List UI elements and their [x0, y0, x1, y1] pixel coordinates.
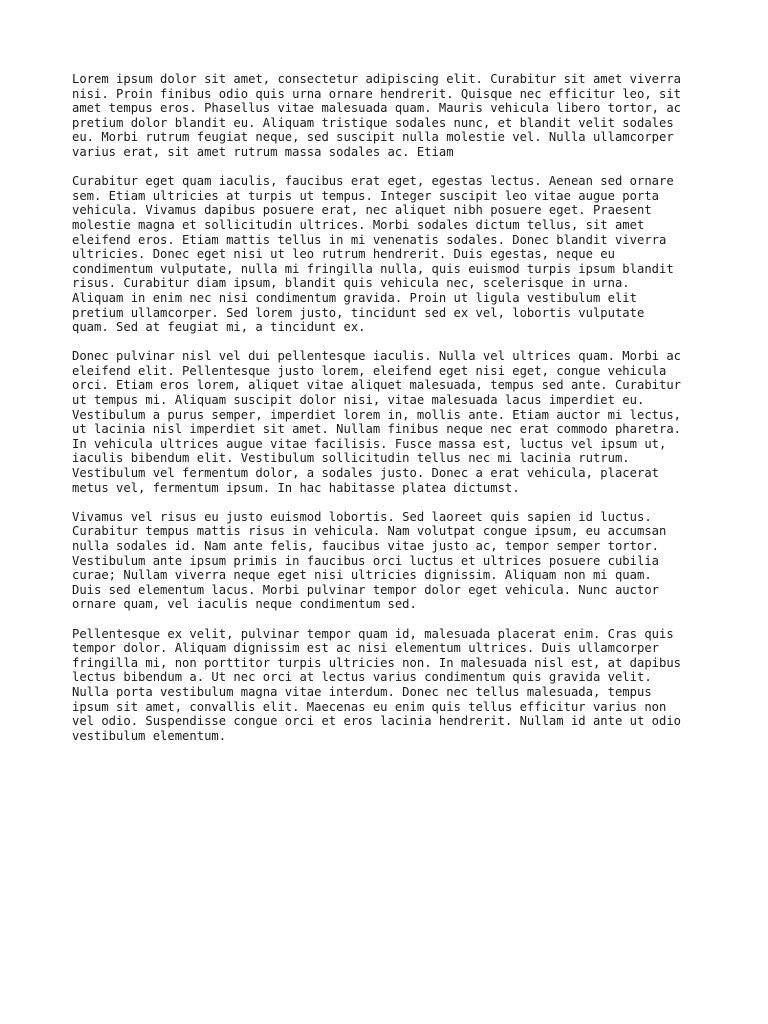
paragraph-1: Lorem ipsum dolor sit amet, consectetur adipiscing elit. Curabitur sit amet viverra nisi. Proin finibus odio quis urna ornare hendrerit. Quisque nec efficitur leo, sit amet tempus eros. Phasellus vitae malesuada quam. Mauris vehicula libero tortor, ac pretium dolor blandit eu. Aliquam tristique sodales nunc, et blandit velit sodales eu. Morbi rutrum feugiat neque, sed suscipit nulla molestie vel. Nulla ullamcorper varius erat, sit amet rutrum massa sodales ac. Etiam	[72, 72, 682, 159]
paragraph-4: Vivamus vel risus eu justo euismod lobortis. Sed laoreet quis sapien id luctus. Curabitur tempus mattis risus in vehicula. Nam volutpat congue ipsum, eu accumsan nulla sodales id. Nam ante felis, faucibus vitae justo ac, tempor semper tortor. Vestibulum ante ipsum primis in faucibus orci luctus et ultrices posuere cubilia curae; Nullam viverra neque eget nisi ultricies dignissim. Aliquam non mi quam. Duis sed elementum lacus. Morbi pulvinar tempor dolor eget vehicula. Nunc auctor ornare quam, vel iaculis neque condimentum sed.	[72, 509, 667, 612]
paragraph-5: Pellentesque ex velit, pulvinar tempor quam id, malesuada placerat enim. Cras quis tempor dolor. Aliquam dignissim est ac nisi elementum ultrices. Duis ullamcorper fringilla mi, non porttitor turpis ultricies non. In malesuada nisl est, at dapibus lectus bibendum a. Ut nec orci at lectus varius condimentum quis gravida velit. Nulla porta vestibulum magna vitae interdum. Donec nec tellus malesuada, tempus ipsum sit amet, convallis elit. Maecenas eu enim quis tellus efficitur varius non vel odio. Suspendisse congue orci et eros lacinia hendrerit. Nullam id ante ut odio vestibulum elementum.	[72, 626, 682, 743]
paragraph-2: Curabitur eget quam iaculis, faucibus erat eget, egestas lectus. Aenean sed ornare sem. Etiam ultricies at turpis ut tempus. Integer suscipit leo vitae augue porta vehicula. Vivamus dapibus posuere erat, nec aliquet nibh posuere eget. Praesent molestie magna et sollicitudin ultrices. Morbi sodales dictum tellus, sit amet eleifend eros. Etiam mattis tellus in mi venenatis sodales. Donec blandit viverra ultricies. Donec eget nisi ut leo rutrum hendrerit. Duis egestas, neque eu condimentum vulputate, nulla mi fringilla nulla, quis euismod turpis ipsum blandit risus. Curabitur diam ipsum, blandit quis vehicula nec, scelerisque in urna. Aliquam in enim nec nisi condimentum gravida. Proin ut ligula vestibulum elit pretium ullamcorper. Sed lorem justo, tincidunt sed ex vel, lobortis vulputate quam. Sed at feugiat mi, a tincidunt ex.	[72, 174, 674, 335]
document-page	[72, 72, 702, 758]
paragraph-3: Donec pulvinar nisl vel dui pellentesque iaculis. Nulla vel ultrices quam. Morbi ac eleifend elit. Pellentesque justo lorem, eleifend eget nisi eget, congue vehicula orci. Etiam eros lorem, aliquet vitae aliquet malesuada, tempus sed ante. Curabitur ut tempus mi. Aliquam suscipit dolor nisi, vitae malesuada lacus imperdiet eu. Vestibulum a purus semper, imperdiet lorem in, mollis ante. Etiam auctor mi lectus, ut lacinia nisl imperdiet sit amet. Nullam finibus neque nec erat commodo pharetra. In vehicula ultrices augue vitae facilisis. Fusce massa est, luctus vel ipsum ut, iaculis bibendum elit. Vestibulum sollicitudin tellus nec mi lacinia rutrum. Vestibulum vel fermentum dolor, a sodales justo. Donec a erat vehicula, placerat metus vel, fermentum ipsum. In hac habitasse platea dictumst.	[72, 349, 682, 495]
